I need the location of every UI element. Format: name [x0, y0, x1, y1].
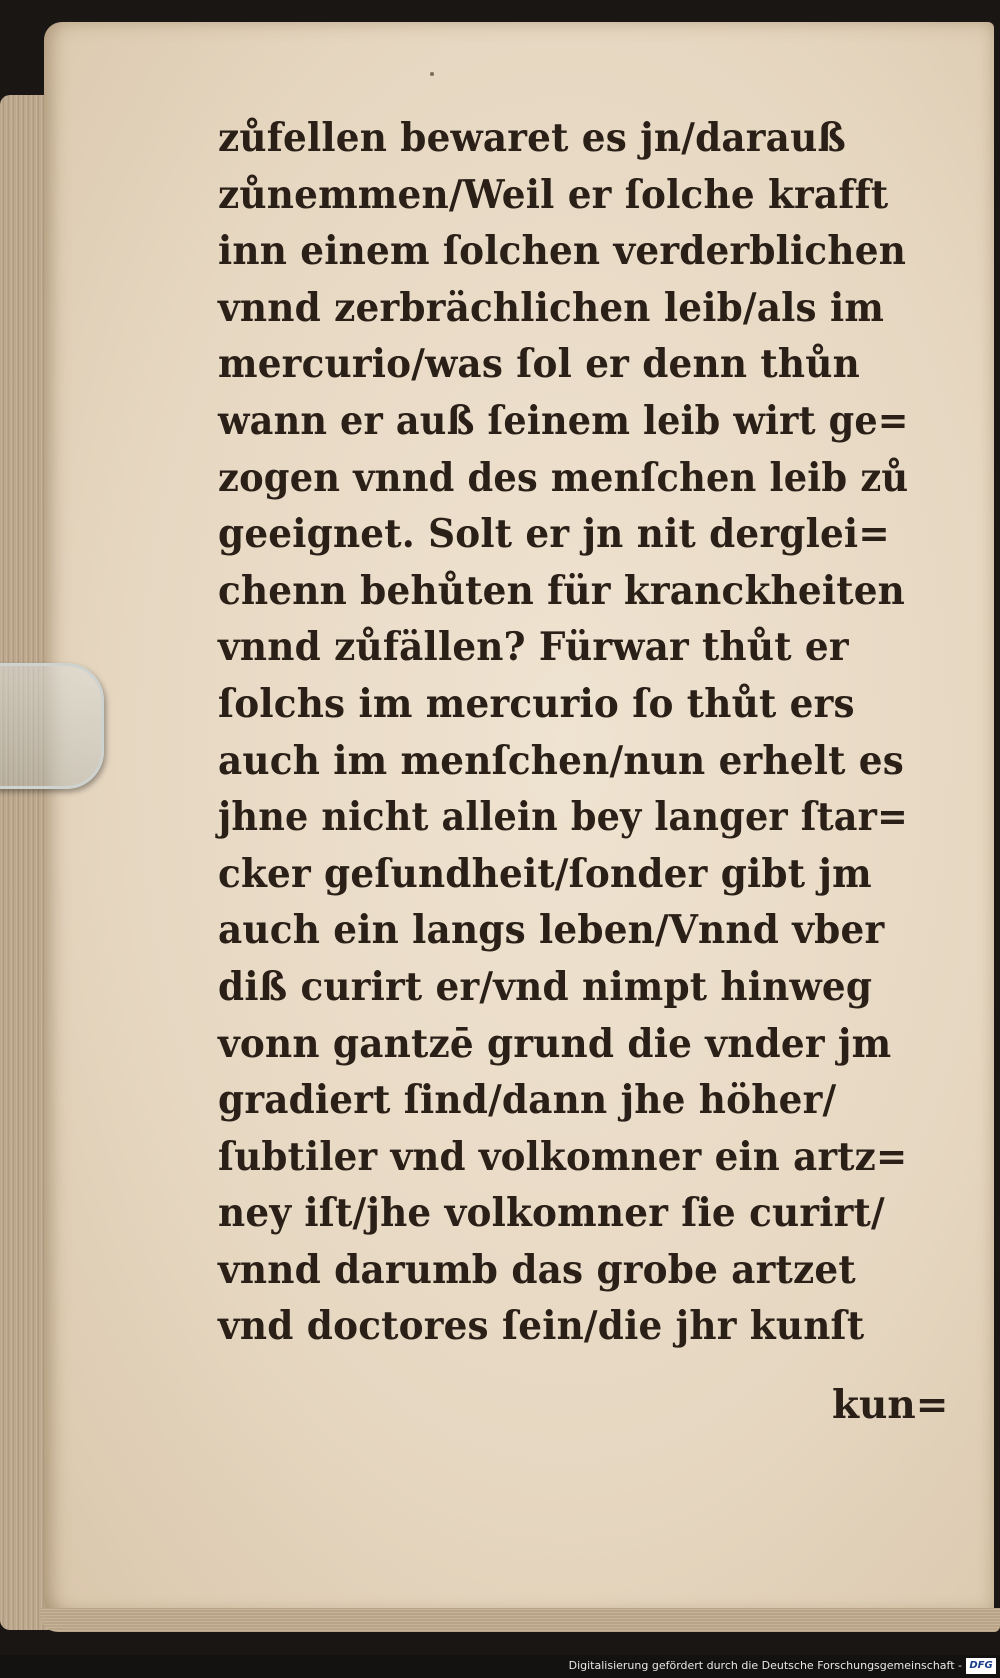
text-line: ſubtiler vnd volkomner ein artz= — [218, 1133, 908, 1180]
text-line: vnd doctores ſein/die jhr kunſt — [218, 1303, 865, 1350]
text-line: zogen vnnd des menſchen leib zů — [218, 454, 909, 501]
text-line: vonn gantzē grund die vnder jm — [218, 1020, 892, 1067]
text-line: geeignet. Solt er jn nit derglei= — [218, 511, 890, 558]
text-line: ney iſt/jhe volkomner ſie curirt/ — [218, 1190, 885, 1237]
text-line: mercurio/was ſol er denn thůn — [218, 341, 860, 388]
text-line: wann er auß ſeinem leib wirt ge= — [218, 397, 909, 444]
text-line: zůnemmen/Weil er ſolche krafft — [218, 171, 889, 218]
catchword: kun= — [832, 1382, 949, 1428]
text-line: zůfellen bewaret es jn/darauß — [218, 115, 847, 161]
text-line: vnnd zerbrächlichen leib/als im — [218, 284, 885, 331]
book-clasp — [0, 663, 104, 789]
text-line: auch ein langs leben/Vnnd vber — [218, 907, 885, 954]
text-line: chenn behůten für kranckheiten — [218, 567, 906, 614]
text-line: auch im menſchen/nun erhelt es — [218, 737, 904, 784]
text-line: vnnd darumb das grobe artzet — [218, 1246, 856, 1293]
text-line: jhne nicht allein bey langer ſtar= — [218, 794, 908, 841]
text-line: cker geſundheit/ſonder gibt jm — [218, 850, 872, 897]
text-line: inn einem ſolchen verderblichen — [218, 228, 907, 275]
text-line: gradiert ſind/dann jhe höher/ — [218, 1077, 837, 1124]
funding-note: Digitalisierung gefördert durch die Deutsche Forschungsgemeinschaft - — [568, 1659, 962, 1672]
dfg-logo[interactable]: DFG — [966, 1658, 996, 1674]
text-line: diß curirt er/vnd nimpt hinweg — [218, 963, 873, 1010]
text-line: ſolchs im mercurio ſo thůt ers — [218, 680, 855, 727]
text-line: vnnd zůfällen? Fürwar thůt er — [218, 624, 849, 671]
body-text — [218, 110, 938, 1355]
footer-bar — [0, 1655, 1000, 1678]
book-bottom-edge — [40, 1608, 1000, 1632]
ink-speck — [430, 72, 434, 76]
